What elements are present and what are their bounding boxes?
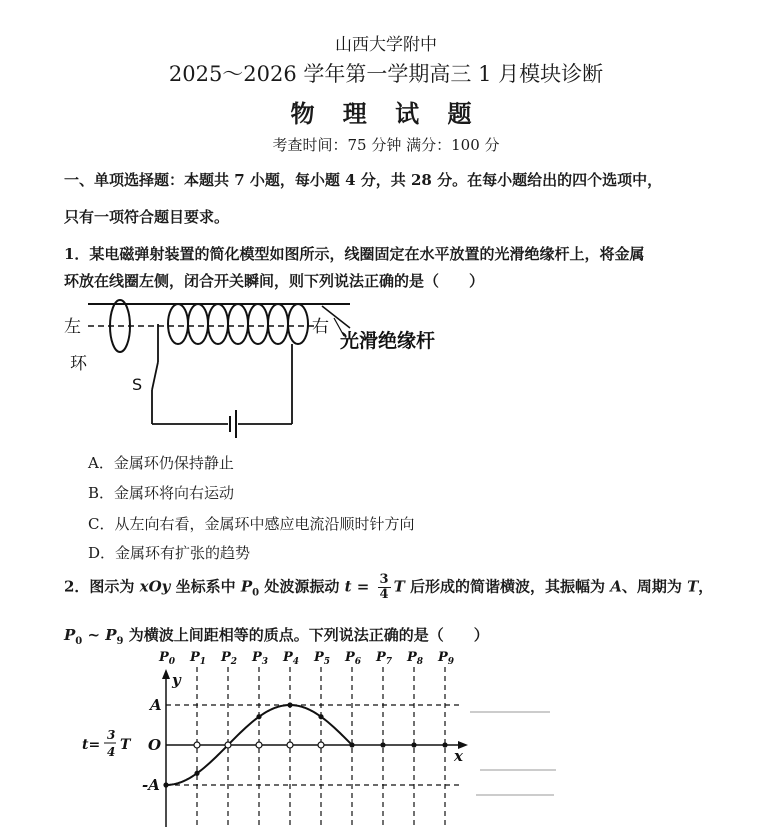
question2-stem-line1: 2．图示为 xOy 坐标系中 $P_0$ 处波源振动 t = $\frac{3}{4}$ T 后形成的简谐横波，其振幅为 A、周期为 T，: [64, 572, 714, 602]
option-a: A．金属环仍保持静止: [88, 454, 234, 472]
section-instructions-line2: 只有一项符合题目要求。: [64, 208, 230, 226]
point-label-p0: $P_0$: [159, 650, 176, 667]
point-label-p5: $P_5$: [314, 650, 331, 667]
exam-info: 考查时间：75 分钟 满分：100 分: [272, 136, 500, 154]
origin-label: O: [148, 736, 162, 754]
question1-stem-line1: 1．某电磁弹射装置的简化模型如图所示，线圈固定在水平放置的光滑绝缘杆上，将金属: [64, 245, 645, 263]
label-left: 左: [64, 317, 81, 337]
particle-p6: [349, 742, 354, 747]
point-label-p9: $P_9$: [438, 650, 455, 667]
label-switch: S: [132, 375, 143, 394]
point-label-p7: $P_7$: [376, 650, 393, 667]
time-label-t: t=: [82, 737, 101, 753]
section-instructions-line1: 一、单项选择题：本题共 7 小题，每小题 4 分，共 28 分。在每小题给出的四个选项中，: [64, 171, 663, 189]
equilibrium-p3: [256, 742, 262, 748]
time-label-T: T: [120, 737, 131, 753]
axis-y-label: y: [172, 671, 181, 689]
equilibrium-p2: [225, 742, 231, 748]
option-d: D．金属环有扩张的趋势: [88, 544, 251, 562]
point-label-p8: $P_8$: [407, 650, 424, 667]
time-label-num: 3: [107, 728, 116, 742]
equilibrium-p5: [318, 742, 324, 748]
question2-stem-line2: $P_0$ ~ $P_9$ 为横波上间距相等的质点。下列说法正确的是（ ）: [64, 626, 489, 647]
neg-amplitude-label: -A: [142, 776, 160, 794]
fraction-three-quarters: $\frac{3}{4}$: [379, 572, 389, 602]
axis-x-label: x: [454, 747, 463, 765]
particle-p7: [380, 742, 385, 747]
subject-title: 物 理 试 题: [290, 99, 482, 128]
equilibrium-p1: [194, 742, 200, 748]
label-rod: 光滑绝缘杆: [340, 330, 436, 352]
school-name: 山西大学附中: [335, 35, 437, 55]
particle-p4: [287, 702, 292, 707]
particle-p5: [318, 714, 323, 719]
particle-p8: [411, 742, 416, 747]
equilibrium-p4: [287, 742, 293, 748]
question1-coil-figure: [60, 292, 460, 442]
particle-p3: [256, 714, 261, 719]
point-label-p1: $P_1$: [190, 650, 207, 667]
point-label-p6: $P_6$: [345, 650, 362, 667]
particle-p0: [163, 782, 168, 787]
particle-p1: [194, 771, 199, 776]
point-label-p4: $P_4$: [283, 650, 300, 667]
option-b: B．金属环将向右运动: [88, 484, 235, 502]
point-label-p3: $P_3$: [252, 650, 269, 667]
question1-stem-line2: 环放在线圈左侧，闭合开关瞬间，则下列说法正确的是（ ）: [64, 272, 485, 290]
scan-marks: [470, 700, 590, 810]
label-right: 右: [312, 317, 329, 337]
option-c: C．从左向右看，金属环中感应电流沿顺时针方向: [88, 515, 415, 533]
exam-title: 2025～2026 学年第一学期高三 1 月模块诊断: [168, 62, 604, 86]
particle-p9: [442, 742, 447, 747]
label-ring: 环: [70, 354, 87, 374]
point-label-p2: $P_2$: [221, 650, 238, 667]
time-label-den: 4: [107, 745, 116, 759]
amplitude-label: A: [150, 696, 162, 714]
